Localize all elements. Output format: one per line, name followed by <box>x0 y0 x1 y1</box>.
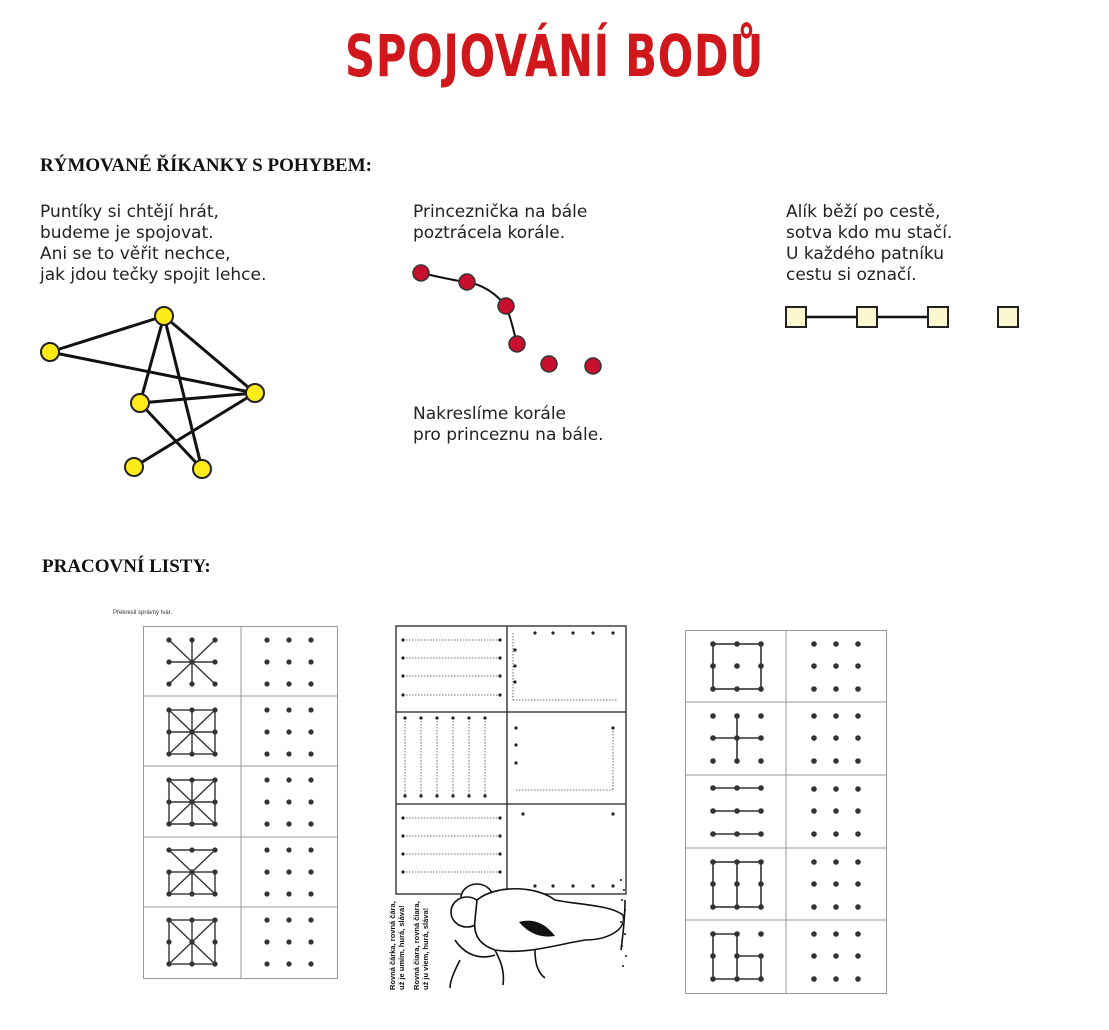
worksheet-star-shapes <box>113 610 172 616</box>
poem-dots <box>40 202 266 286</box>
mouse-rhyme-slovak: Rovná čiara, rovná čiara, už ju viem, hurá, sláva! <box>412 901 430 990</box>
poem-line: jak jdou tečky spojit lehce. <box>40 265 267 285</box>
poem-line: U každého patníku <box>786 244 945 264</box>
page-title: SPOJOVÁNÍ BODŮ <box>345 22 764 90</box>
poem-line: Princeznička na bále <box>413 202 588 222</box>
poem-line: pro princeznu na bále. <box>413 425 604 445</box>
poem-line: cestu si označí. <box>786 265 917 285</box>
worksheet-caption: Překresli správný tvar. <box>113 610 173 616</box>
section-heading-rhymes: RÝMOVANÉ ŘÍKANKY S POHYBEM: <box>40 155 372 176</box>
milestone-path-illustration <box>780 300 1030 340</box>
poem-dog <box>786 202 952 286</box>
bead-necklace-illustration <box>400 255 620 385</box>
poem-line: Alík běží po cestě, <box>786 202 941 222</box>
poem-line: Ani se to věřit nechce, <box>40 244 231 264</box>
mouse-drawing <box>450 884 625 988</box>
mouse-rhyme-czech: Rovná čárka, rovná čára, už je umím, hurá, sláva! <box>388 901 406 990</box>
poem-line: poztrácela korále. <box>413 223 566 243</box>
poem-line: budeme je spojovat. <box>40 223 214 243</box>
worksheet-star-grid <box>143 626 339 980</box>
yellow-dot-network-illustration <box>30 295 280 495</box>
section-heading-worksheets: PRACOVNÍ LISTY: <box>42 556 211 577</box>
poem-line: Nakreslíme korále <box>413 404 567 424</box>
poem-princess-continuation <box>413 404 604 446</box>
poem-princess <box>413 202 587 244</box>
worksheet-square-shapes <box>685 630 888 995</box>
poem-line: Puntíky si chtějí hrát, <box>40 202 219 222</box>
poem-line: sotva kdo mu stačí. <box>786 223 953 243</box>
